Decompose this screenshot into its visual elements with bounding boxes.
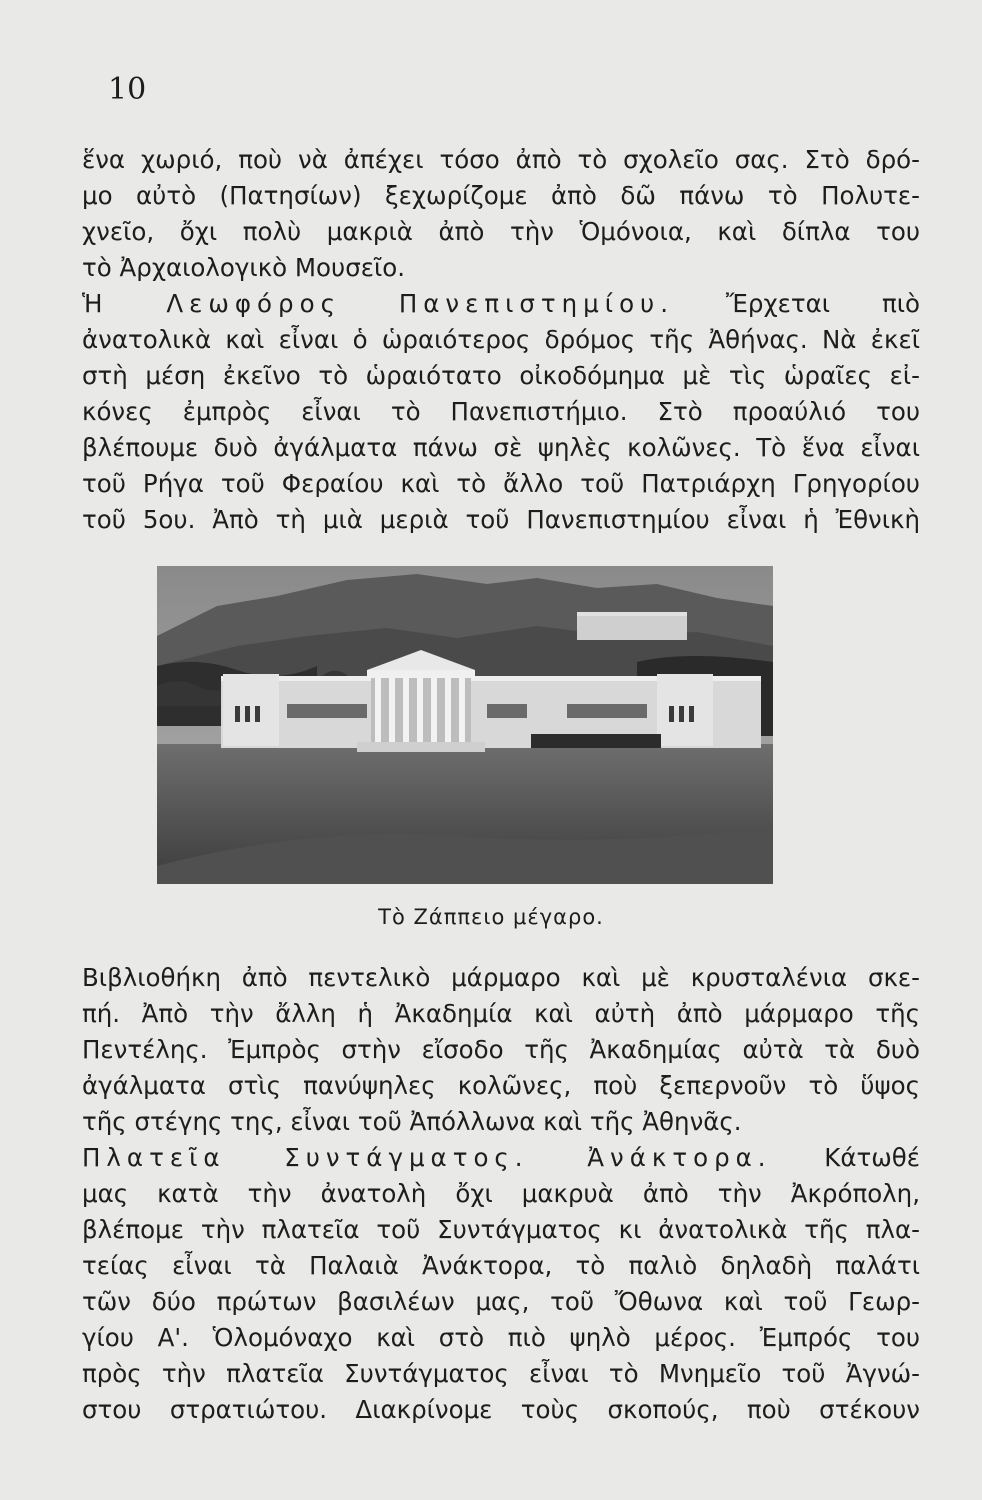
text-line: τείας εἶναι τὰ Παλαιὰ Ἀνάκτορα, τὸ παλιὸ δηλαδὴ παλάτι	[82, 1251, 920, 1280]
text-line: γίου Α'. Ὁλομόναχο καὶ στὸ πιὸ ψηλὸ μέρος. Ἐμπρός του	[82, 1323, 920, 1352]
text-line: στου στρατιώτου. Διακρίνομε τοὺς σκοπούς, ποὺ στέκουν	[82, 1395, 920, 1424]
page-number: 10	[108, 72, 147, 107]
text-line: ἕνα χωριό, ποὺ νὰ ἀπέχει τόσο ἀπὸ τὸ σχολεῖο σας. Στὸ δρό-	[82, 145, 920, 174]
zappeion-illustration	[157, 566, 773, 884]
text-line: τὸ Ἀρχαιολογικὸ Μουσεῖο.	[82, 253, 406, 282]
text-line: στὴ μέση ἐκεῖνο τὸ ὡραιότατο οἰκοδόμημα μὲ τὶς ὡραῖες εἰ-	[82, 361, 920, 390]
text-line: ἀνατολικὰ καὶ εἶναι ὁ ὡραιότερος δρόμος τῆς Ἀθήνας. Νὰ ἐκεῖ	[82, 325, 920, 354]
section-heading-syntagmatos: Πλατεῖα Συντάγματος. Ἀνάκτορα.	[82, 1143, 772, 1172]
text-line: τῆς στέγης της, εἶναι τοῦ Ἀπόλλωνα καὶ τῆς Ἀθηνᾶς.	[82, 1107, 742, 1136]
zappeion-photo	[157, 566, 773, 884]
paragraph-block-bottom	[82, 960, 920, 1428]
text-line: Βιβλιοθήκη ἀπὸ πεντελικὸ μάρμαρο καὶ μὲ κρυσταλένια σκε-	[82, 963, 920, 992]
text-line: ἀγάλματα στὶς πανύψηλες κολῶνες, ποὺ ξεπερνοῦν τὸ ὕψος	[82, 1071, 920, 1100]
figure-caption: Τὸ Ζάππειο μέγαρο.	[378, 905, 604, 929]
text-line: βλέπομε τὴν πλατεῖα τοῦ Συντάγματος κι ἀνατολικὰ τῆς πλα-	[82, 1215, 920, 1244]
text-line: κόνες ἐμπρὸς εἶναι τὸ Πανεπιστήμιο. Στὸ προαύλιό του	[82, 397, 920, 426]
text-line: πή. Ἀπὸ τὴν ἄλλη ἡ Ἀκαδημία καὶ αὐτὴ ἀπὸ μάρμαρο τῆς	[82, 999, 920, 1028]
text-line: τοῦ Ρήγα τοῦ Φεραίου καὶ τὸ ἄλλο τοῦ Πατριάρχη Γρηγορίου	[82, 469, 920, 498]
text-line: Πεντέλης. Ἐμπρὸς στὴν εἴσοδο τῆς Ἀκαδημίας αὐτὰ τὰ δυὸ	[82, 1035, 920, 1064]
section-heading-panepistimiou: Ἡ Λεωφόρος Πανεπιστημίου.	[82, 289, 675, 318]
text-line: τοῦ 5ου. Ἀπὸ τὴ μιὰ μεριὰ τοῦ Πανεπιστημίου εἶναι ἡ Ἐθνικὴ	[82, 505, 920, 534]
text-line: μο αὐτὸ (Πατησίων) ξεχωρίζομε ἀπὸ δῶ πάνω τὸ Πολυτε-	[82, 181, 920, 210]
paragraph-block-top	[82, 142, 920, 538]
text-line: βλέπουμε δυὸ ἀγάλματα πάνω σὲ ψηλὲς κολῶνες. Τὸ ἕνα εἶναι	[82, 433, 920, 462]
section-heading-line	[82, 286, 920, 322]
text-line: χνεῖο, ὄχι πολὺ μακριὰ ἀπὸ τὴν Ὁμόνοια, καὶ δίπλα του	[82, 217, 920, 246]
text-line: τῶν δύο πρώτων βασιλέων μας, τοῦ Ὄθωνα καὶ τοῦ Γεωρ-	[82, 1287, 920, 1316]
text-line: μας κατὰ τὴν ἀνατολὴ ὄχι μακρυὰ ἀπὸ τὴν Ἀκρόπολη,	[82, 1179, 920, 1208]
text-run: Ἔρχεται πιὸ	[725, 289, 920, 318]
text-run: Κάτωθέ	[824, 1143, 920, 1172]
text-line: πρὸς τὴν πλατεῖα Συντάγματος εἶναι τὸ Μνημεῖο τοῦ Ἀγνώ-	[82, 1359, 920, 1388]
section-heading-line	[82, 1140, 920, 1176]
